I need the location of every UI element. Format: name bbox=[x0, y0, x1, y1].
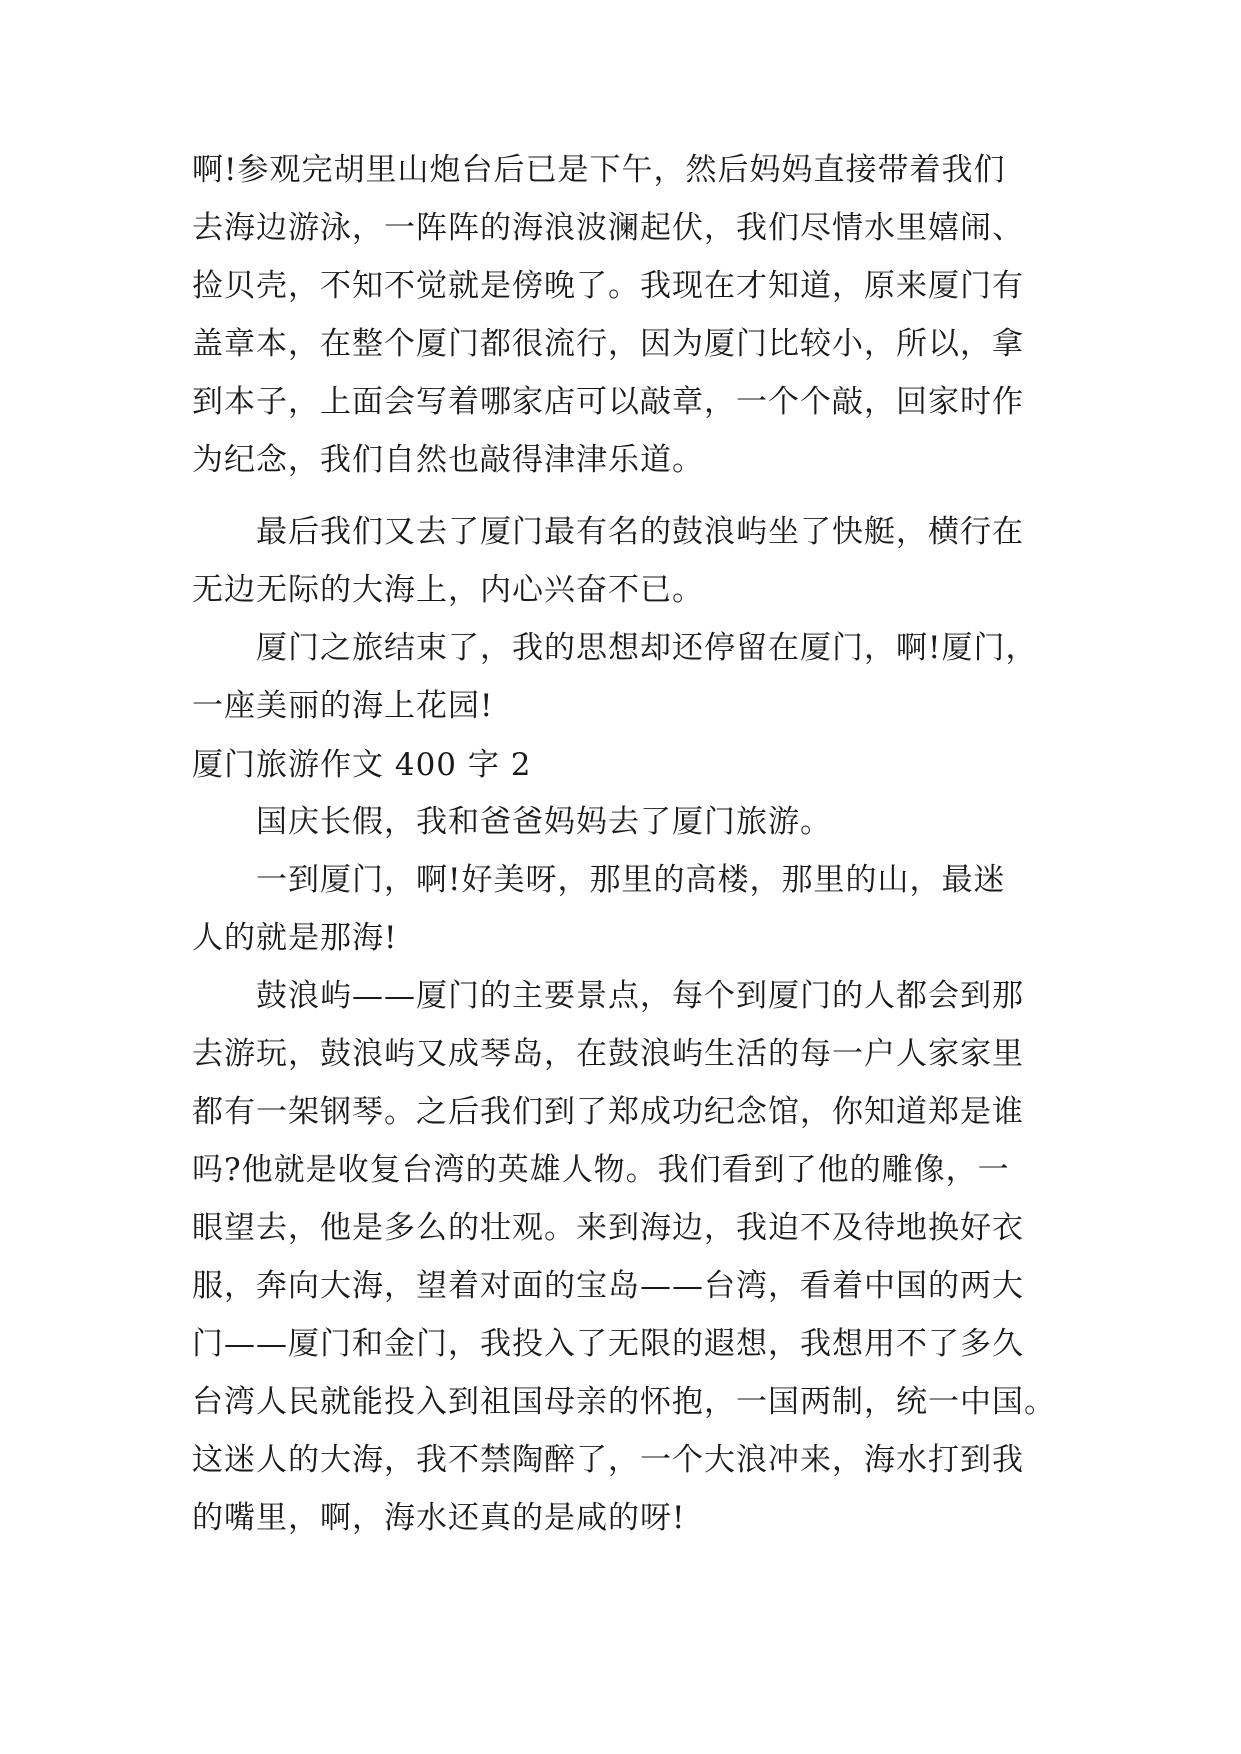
section-heading: 厦门旅游作文 400 字 2 bbox=[192, 747, 532, 783]
text-line: 服，奔向大海，望着对面的宝岛——台湾，看着中国的两大 bbox=[192, 1268, 1024, 1304]
text-line: 到本子，上面会写着哪家店可以敲章，一个个敲，回家时作 bbox=[192, 384, 1024, 420]
text-line: 去海边游泳，一阵阵的海浪波澜起伏，我们尽情水里嬉闹、 bbox=[192, 210, 1024, 246]
text-line: 的嘴里，啊，海水还真的是咸的呀! bbox=[192, 1500, 686, 1536]
text-line: 一座美丽的海上花园! bbox=[192, 688, 494, 724]
text-line: 人的就是那海! bbox=[192, 920, 398, 956]
text-line: 这迷人的大海，我不禁陶醉了，一个大浪冲来，海水打到我 bbox=[192, 1442, 1024, 1478]
text-line: 门——厦门和金门，我投入了无限的遐想，我想用不了多久 bbox=[192, 1326, 1024, 1362]
text-line: 为纪念，我们自然也敲得津津乐道。 bbox=[192, 442, 704, 478]
text-line: 台湾人民就能投入到祖国母亲的怀抱，一国两制，统一中国。 bbox=[192, 1384, 1056, 1420]
text-line: 捡贝壳，不知不觉就是傍晚了。我现在才知道，原来厦门有 bbox=[192, 268, 1024, 304]
text-line: 盖章本，在整个厦门都很流行，因为厦门比较小，所以，拿 bbox=[192, 326, 1024, 362]
text-line: 去游玩，鼓浪屿又成琴岛，在鼓浪屿生活的每一户人家家里 bbox=[192, 1036, 1024, 1072]
text-line: 都有一架钢琴。之后我们到了郑成功纪念馆，你知道郑是谁 bbox=[192, 1094, 1024, 1130]
text-line: 吗?他就是收复台湾的英雄人物。我们看到了他的雕像，一 bbox=[192, 1152, 1010, 1188]
text-line: 啊!参观完胡里山炮台后已是下午，然后妈妈直接带着我们 bbox=[192, 152, 1006, 188]
text-line: 国庆长假，我和爸爸妈妈去了厦门旅游。 bbox=[256, 804, 832, 840]
text-line: 最后我们又去了厦门最有名的鼓浪屿坐了快艇，横行在 bbox=[256, 514, 1024, 550]
text-line: 无边无际的大海上，内心兴奋不已。 bbox=[192, 572, 704, 608]
text-line: 厦门之旅结束了，我的思想却还停留在厦门，啊!厦门， bbox=[256, 630, 1038, 666]
text-line: 眼望去，他是多么的壮观。来到海边，我迫不及待地换好衣 bbox=[192, 1210, 1024, 1246]
text-line: 一到厦门，啊!好美呀，那里的高楼，那里的山，最迷 bbox=[256, 862, 1006, 898]
text-line: 鼓浪屿——厦门的主要景点，每个到厦门的人都会到那 bbox=[256, 978, 1024, 1014]
